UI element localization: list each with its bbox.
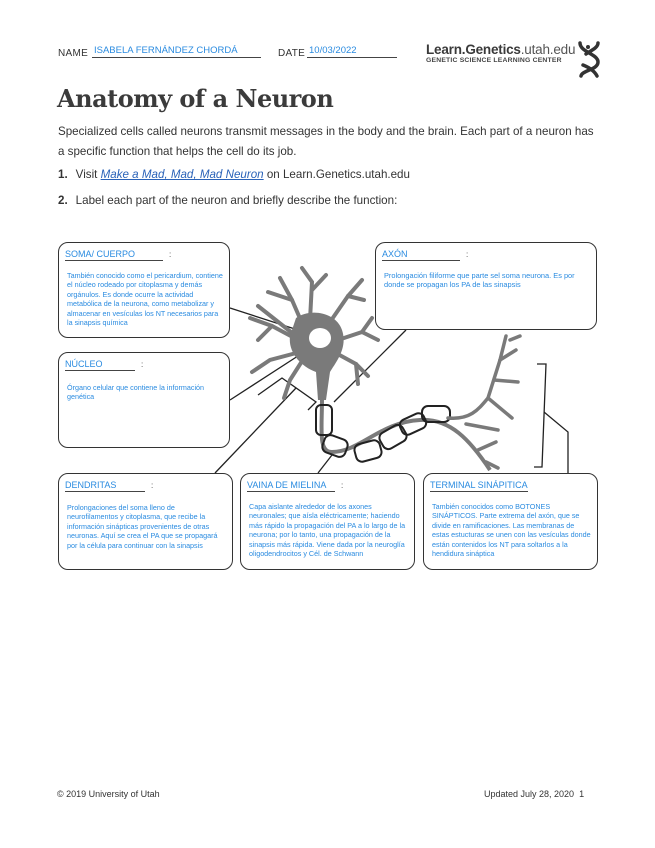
neuron-activity-link[interactable]: Make a Mad, Mad, Mad Neuron	[100, 168, 264, 181]
terminal-answer-box[interactable]	[423, 473, 598, 570]
mielina-answer-box[interactable]: VAINA DE MIELINA : Capa aislante alrededor de los axones neuronales; que aísla eléctricamente; haciendo más rápido la propagación del PA a lo largo de la neurona; por lo tanto, una propagación de la sinapsis más rápida. Viene dada por la neuroglía oligodendrocitos y Cél. de Schwann	[240, 473, 415, 570]
logo-subtitle: GENETIC SCIENCE LEARNING CENTER	[426, 57, 562, 64]
date-label: DATE	[278, 48, 306, 59]
terminal-description: También conocidos como BOTONES SINÁPTICOS. Parte extrema del axón, que se divide en ramificaciones. Las membranas de estas estucturas se unen con las vesículas donde están contenidos los NT para soltarlos a la hendidura sináptica	[432, 502, 591, 559]
axon-description: Prolongación filiforme que parte sel soma neurona. Es por donde se propagan los PA de las sinapsis	[384, 271, 575, 290]
mielina-description: Capa aislante alrededor de los axones neuronales; que aísla eléctricamente; haciendo más rápido la propagación del PA a lo largo de la neurona; por lo tanto, una propagación de la sinapsis más rápida. Viene dada por la neuroglía oligodendrocitos y Cél. de Schwann	[249, 502, 406, 559]
page-number: 1	[579, 789, 585, 799]
axon-answer-box[interactable]: AXÓN : Prolongación filiforme que parte sel soma neurona. Es por donde se propagan los PA de las sinapsis	[375, 242, 597, 330]
soma-description: También conocido como el pericardium, contiene el núcleo rodeado por citoplasma y demás orgánulos. Es donde ocurre la actividad metabólica de la neurona, como metabolizar y almacenar en vesículas los NT necesarios para la sinapsis química	[67, 271, 223, 328]
page-title: Anatomy of a Neuron	[57, 84, 334, 113]
dendritas-description: Prolongaciones del soma lleno de neurofilamentos y citoplasma, que recibe la información sinápticas provenientes de otras neuronas. Aquí se crea el PA que se propagará por la célula para continuar con la sinapsis	[67, 503, 218, 550]
dendritas-answer-box[interactable]: DENDRITAS : Prolongaciones del soma lleno de neurofilamentos y citoplasma, que recibe la información sinápticas provenientes de otras neuronas. Aquí se crea el PA que se propagará por la célula para continuar con la sinapsis	[58, 473, 233, 570]
footer-updated: Updated July 28, 2020 1	[484, 789, 585, 799]
name-label: NAME	[58, 48, 89, 59]
soma-label: SOMA/ CUERPO	[65, 249, 163, 261]
nucleo-description: Órgano celular que contiene la información genética	[67, 383, 205, 402]
terminal-label: TERMINAL SINÁPITICA	[430, 480, 528, 490]
step-1: 1. Visit Make a Mad, Mad, Mad Neuron on Learn.Genetics.utah.edu	[58, 168, 410, 181]
date-field[interactable]: 10/03/2022	[307, 45, 397, 58]
footer-copyright: © 2019 University of Utah	[57, 789, 160, 799]
soma-answer-box[interactable]: SOMA/ CUERPO : También conocido como el pericardium, contiene el núcleo rodeado por citoplasma y demás orgánulos. Es donde ocurre la actividad metabólica de la neurona, como metabolizar y almacenar en vesículas los NT necesarios para la sinapsis química	[58, 242, 230, 338]
mielina-label: VAINA DE MIELINA	[247, 480, 335, 492]
name-field[interactable]: ISABELA FERNÁNDEZ CHORDÁ	[92, 45, 261, 58]
logo-brand: Learn.Genetics	[426, 42, 521, 57]
dendritas-label: DENDRITAS	[65, 480, 145, 492]
nucleo-answer-box[interactable]: NÚCLEO : Órgano celular que contiene la información genética	[58, 352, 230, 448]
intro-paragraph: Specialized cells called neurons transmit messages in the body and the brain. Each part of a neuron has a specific function that helps the cell do its job.	[58, 125, 594, 158]
step-2: 2. Label each part of the neuron and briefly describe the function:	[58, 194, 398, 207]
logo-domain: .utah.edu	[520, 42, 576, 57]
axon-label: AXÓN	[382, 249, 460, 261]
nucleo-label: NÚCLEO	[65, 359, 135, 371]
